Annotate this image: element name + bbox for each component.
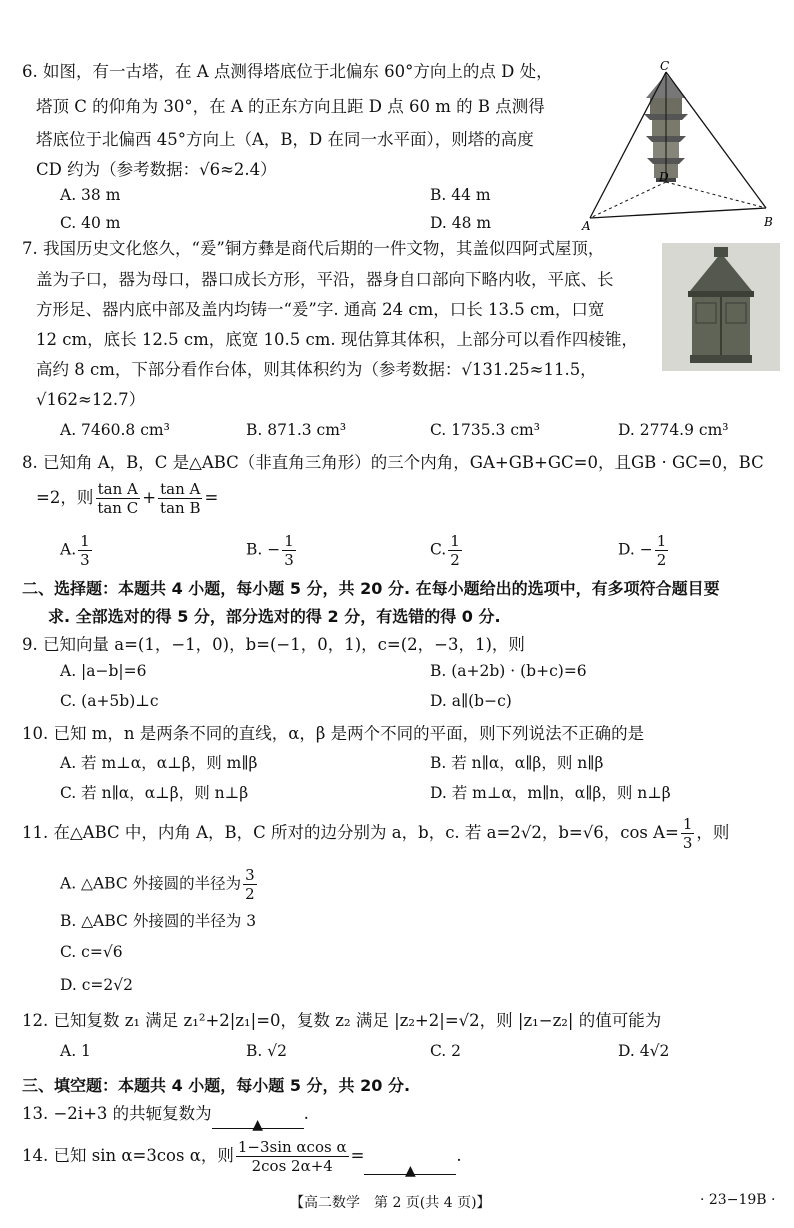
q11-option-b: B. △ABC 外接圆的半径为 3 — [60, 912, 257, 930]
q12-option-a: A. 1 — [60, 1042, 91, 1060]
q8-c-num: 1 — [450, 532, 460, 550]
q6-option-d: D. 48 m — [430, 214, 492, 232]
q8-d-label: D. − — [618, 540, 653, 559]
q8-option-d — [618, 532, 670, 569]
q7-line1: 7. 我国历史文化悠久，“爰”铜方彝是商代后期的一件文物，其盖似四阿式屋顶， — [22, 239, 605, 258]
q8-b-den: 3 — [284, 551, 294, 569]
q7-option-d: D. 2774.9 cm³ — [618, 421, 729, 439]
q9-option-d: D. a∥(b−c) — [430, 692, 512, 710]
pagoda-figure — [580, 58, 780, 233]
q8-d-den: 2 — [656, 551, 667, 569]
q8-f2-num: tan A — [160, 480, 201, 498]
q11-a-num: 3 — [245, 866, 255, 884]
q8-line2 — [36, 480, 218, 517]
q6-option-c: C. 40 m — [60, 214, 121, 232]
triangle-mark-icon: ▲ — [405, 1163, 416, 1179]
q8-fraction-1 — [95, 480, 140, 517]
q12-option-b: B. √2 — [246, 1042, 287, 1060]
q6-line4: CD 约为（参考数据：√6≈2.4） — [36, 160, 277, 179]
q7-line5: 高约 8 cm，下部分看作台体，则其体积约为（参考数据：√131.25≈11.5， — [36, 360, 597, 379]
q8-fraction-2 — [158, 480, 202, 517]
q14-stem: 14. 已知 sin α=3cos α，则 — [22, 1146, 234, 1165]
q13-answer-blank[interactable] — [212, 1108, 304, 1133]
q11-tail: ，则 — [696, 823, 730, 842]
q14-period: . — [456, 1146, 462, 1165]
q8-line1: 8. 已知角 A，B，C 是△ABC（非直角三角形）的三个内角，GA+GB+GC=0，且GB · GC=0，BC — [22, 453, 764, 472]
q9-option-b: B. (a+2b) · (b+c)=6 — [430, 662, 587, 680]
q13-period: . — [303, 1104, 309, 1123]
label-c: C — [660, 59, 670, 73]
q8-option-c — [430, 532, 464, 569]
q8-b-label: B. − — [246, 540, 281, 559]
q9-option-c: C. (a+5b)⊥c — [60, 692, 159, 710]
q8-option-a — [60, 532, 94, 569]
q7-line4: 12 cm，底长 12.5 cm，底宽 10.5 cm. 现估算其体积，上部分可以看作四棱锥， — [36, 330, 638, 349]
q11-den: 3 — [682, 834, 693, 852]
q13-stem: 13. −2i+3 的共轭复数为 — [22, 1104, 212, 1123]
label-b: B — [764, 215, 773, 229]
triangle-mark-icon: ▲ — [252, 1117, 264, 1133]
section-2-heading-line2: 求. 全部选对的得 5 分，部分选对的得 2 分，有选错的得 0 分. — [48, 607, 501, 626]
q7-line3: 方形足、器内底中部及盖内均铸一“爰”字. 通高 24 cm，口长 13.5 cm，口宽 — [36, 300, 605, 319]
q8-a-label: A. — [60, 540, 77, 559]
q7-line6: √162≈12.7） — [36, 390, 146, 409]
label-a: A — [582, 219, 591, 233]
q6-option-b: B. 44 m — [430, 186, 491, 204]
q8-f1-num: tan A — [97, 480, 138, 498]
q14-answer-blank[interactable] — [364, 1154, 456, 1179]
section-3-heading: 三、填空题：本题共 4 小题，每小题 5 分，共 20 分. — [22, 1076, 411, 1095]
q14-equals: = — [350, 1146, 365, 1165]
q8-b-num: 1 — [284, 532, 294, 550]
q13 — [22, 1098, 309, 1133]
q11-a-den: 2 — [245, 885, 255, 903]
q11-num: 1 — [682, 815, 693, 833]
q10-option-a: A. 若 m⊥α，α⊥β，则 m∥β — [60, 754, 258, 772]
q8-f2-den: tan B — [160, 499, 201, 517]
q8-f1-den: tan C — [97, 499, 139, 517]
q6-option-a: A. 38 m — [60, 186, 121, 204]
q8-plus: + — [142, 488, 157, 507]
q10-option-d: D. 若 m⊥α，m∥n，α∥β，则 n⊥β — [430, 784, 671, 802]
bronze-vessel-image — [662, 243, 780, 371]
section-2-heading-line1: 二、选择题：本题共 4 小题，每小题 5 分，共 20 分. 在每小题给出的选项中，有多项符合题目要 — [22, 579, 720, 598]
q8-c-den: 2 — [450, 551, 460, 569]
q6-line3: 塔底位于北偏西 45°方向上（A，B，D 在同一水平面），则塔的高度 — [36, 130, 534, 149]
q7-option-c: C. 1735.3 cm³ — [430, 421, 540, 439]
q12-stem: 12. 已知复数 z₁ 满足 z₁²+2|z₁|=0，复数 z₂ 满足 |z₂+2|=√2，则 |z₁−z₂| 的值可能为 — [22, 1011, 662, 1030]
q14 — [22, 1138, 462, 1179]
q7-line2: 盖为子口，器为母口，器口成长方形，平沿，器身自口部向下略内收，平底、长 — [36, 270, 614, 289]
q11-a-text: A. △ABC 外接圆的半径为 — [60, 874, 242, 893]
q8-a-num: 1 — [80, 532, 90, 550]
q8-line2-start: =2，则 — [36, 488, 94, 507]
q6-line2: 塔顶 C 的仰角为 30°，在 A 的正东方向且距 D 点 60 m 的 B 点测得 — [36, 97, 545, 116]
q11-option-c: C. c=√6 — [60, 943, 123, 961]
q10-stem: 10. 已知 m，n 是两条不同的直线，α，β 是两个不同的平面，则下列说法不正确的是 — [22, 724, 645, 743]
q8-a-den: 3 — [80, 551, 90, 569]
q8-option-b — [246, 532, 298, 569]
q8-c-label: C. — [430, 540, 447, 559]
q8-d-num: 1 — [656, 532, 667, 550]
q11-stem-text: 11. 在△ABC 中，内角 A，B，C 所对的边分别为 a，b，c. 若 a=2√2，b=√6，cos A= — [22, 823, 679, 842]
q14-den: 2cos 2α+4 — [251, 1157, 333, 1175]
q9-option-a: A. |a−b|=6 — [60, 662, 147, 680]
q7-option-a: A. 7460.8 cm³ — [60, 421, 170, 439]
q11-stem — [22, 815, 729, 852]
q12-option-c: C. 2 — [430, 1042, 462, 1060]
q14-fraction — [236, 1138, 349, 1175]
q12-option-d: D. 4√2 — [618, 1042, 670, 1060]
q14-num: 1−3sin αcos α — [237, 1138, 347, 1156]
q11-fraction — [681, 815, 695, 852]
q10-option-c: C. 若 n∥α，α⊥β，则 n⊥β — [60, 784, 249, 802]
q10-option-b: B. 若 n∥α，α∥β，则 n∥β — [430, 754, 604, 772]
q6-line1: 6. 如图，有一古塔，在 A 点测得塔底位于北偏东 60°方向上的点 D 处， — [22, 62, 553, 81]
q7-option-b: B. 871.3 cm³ — [246, 421, 347, 439]
paper-code: · 23−19B · — [700, 1192, 776, 1208]
page-footer: 【高二数学 第 2 页(共 4 页)】 — [290, 1195, 491, 1211]
q11-option-a — [60, 866, 259, 903]
q8-equals: = — [204, 488, 219, 507]
q9-stem: 9. 已知向量 a=(1，−1，0)，b=(−1，0，1)，c=(2，−3，1)，则 — [22, 635, 525, 654]
q11-option-d: D. c=2√2 — [60, 976, 133, 994]
label-d: D — [659, 170, 669, 184]
